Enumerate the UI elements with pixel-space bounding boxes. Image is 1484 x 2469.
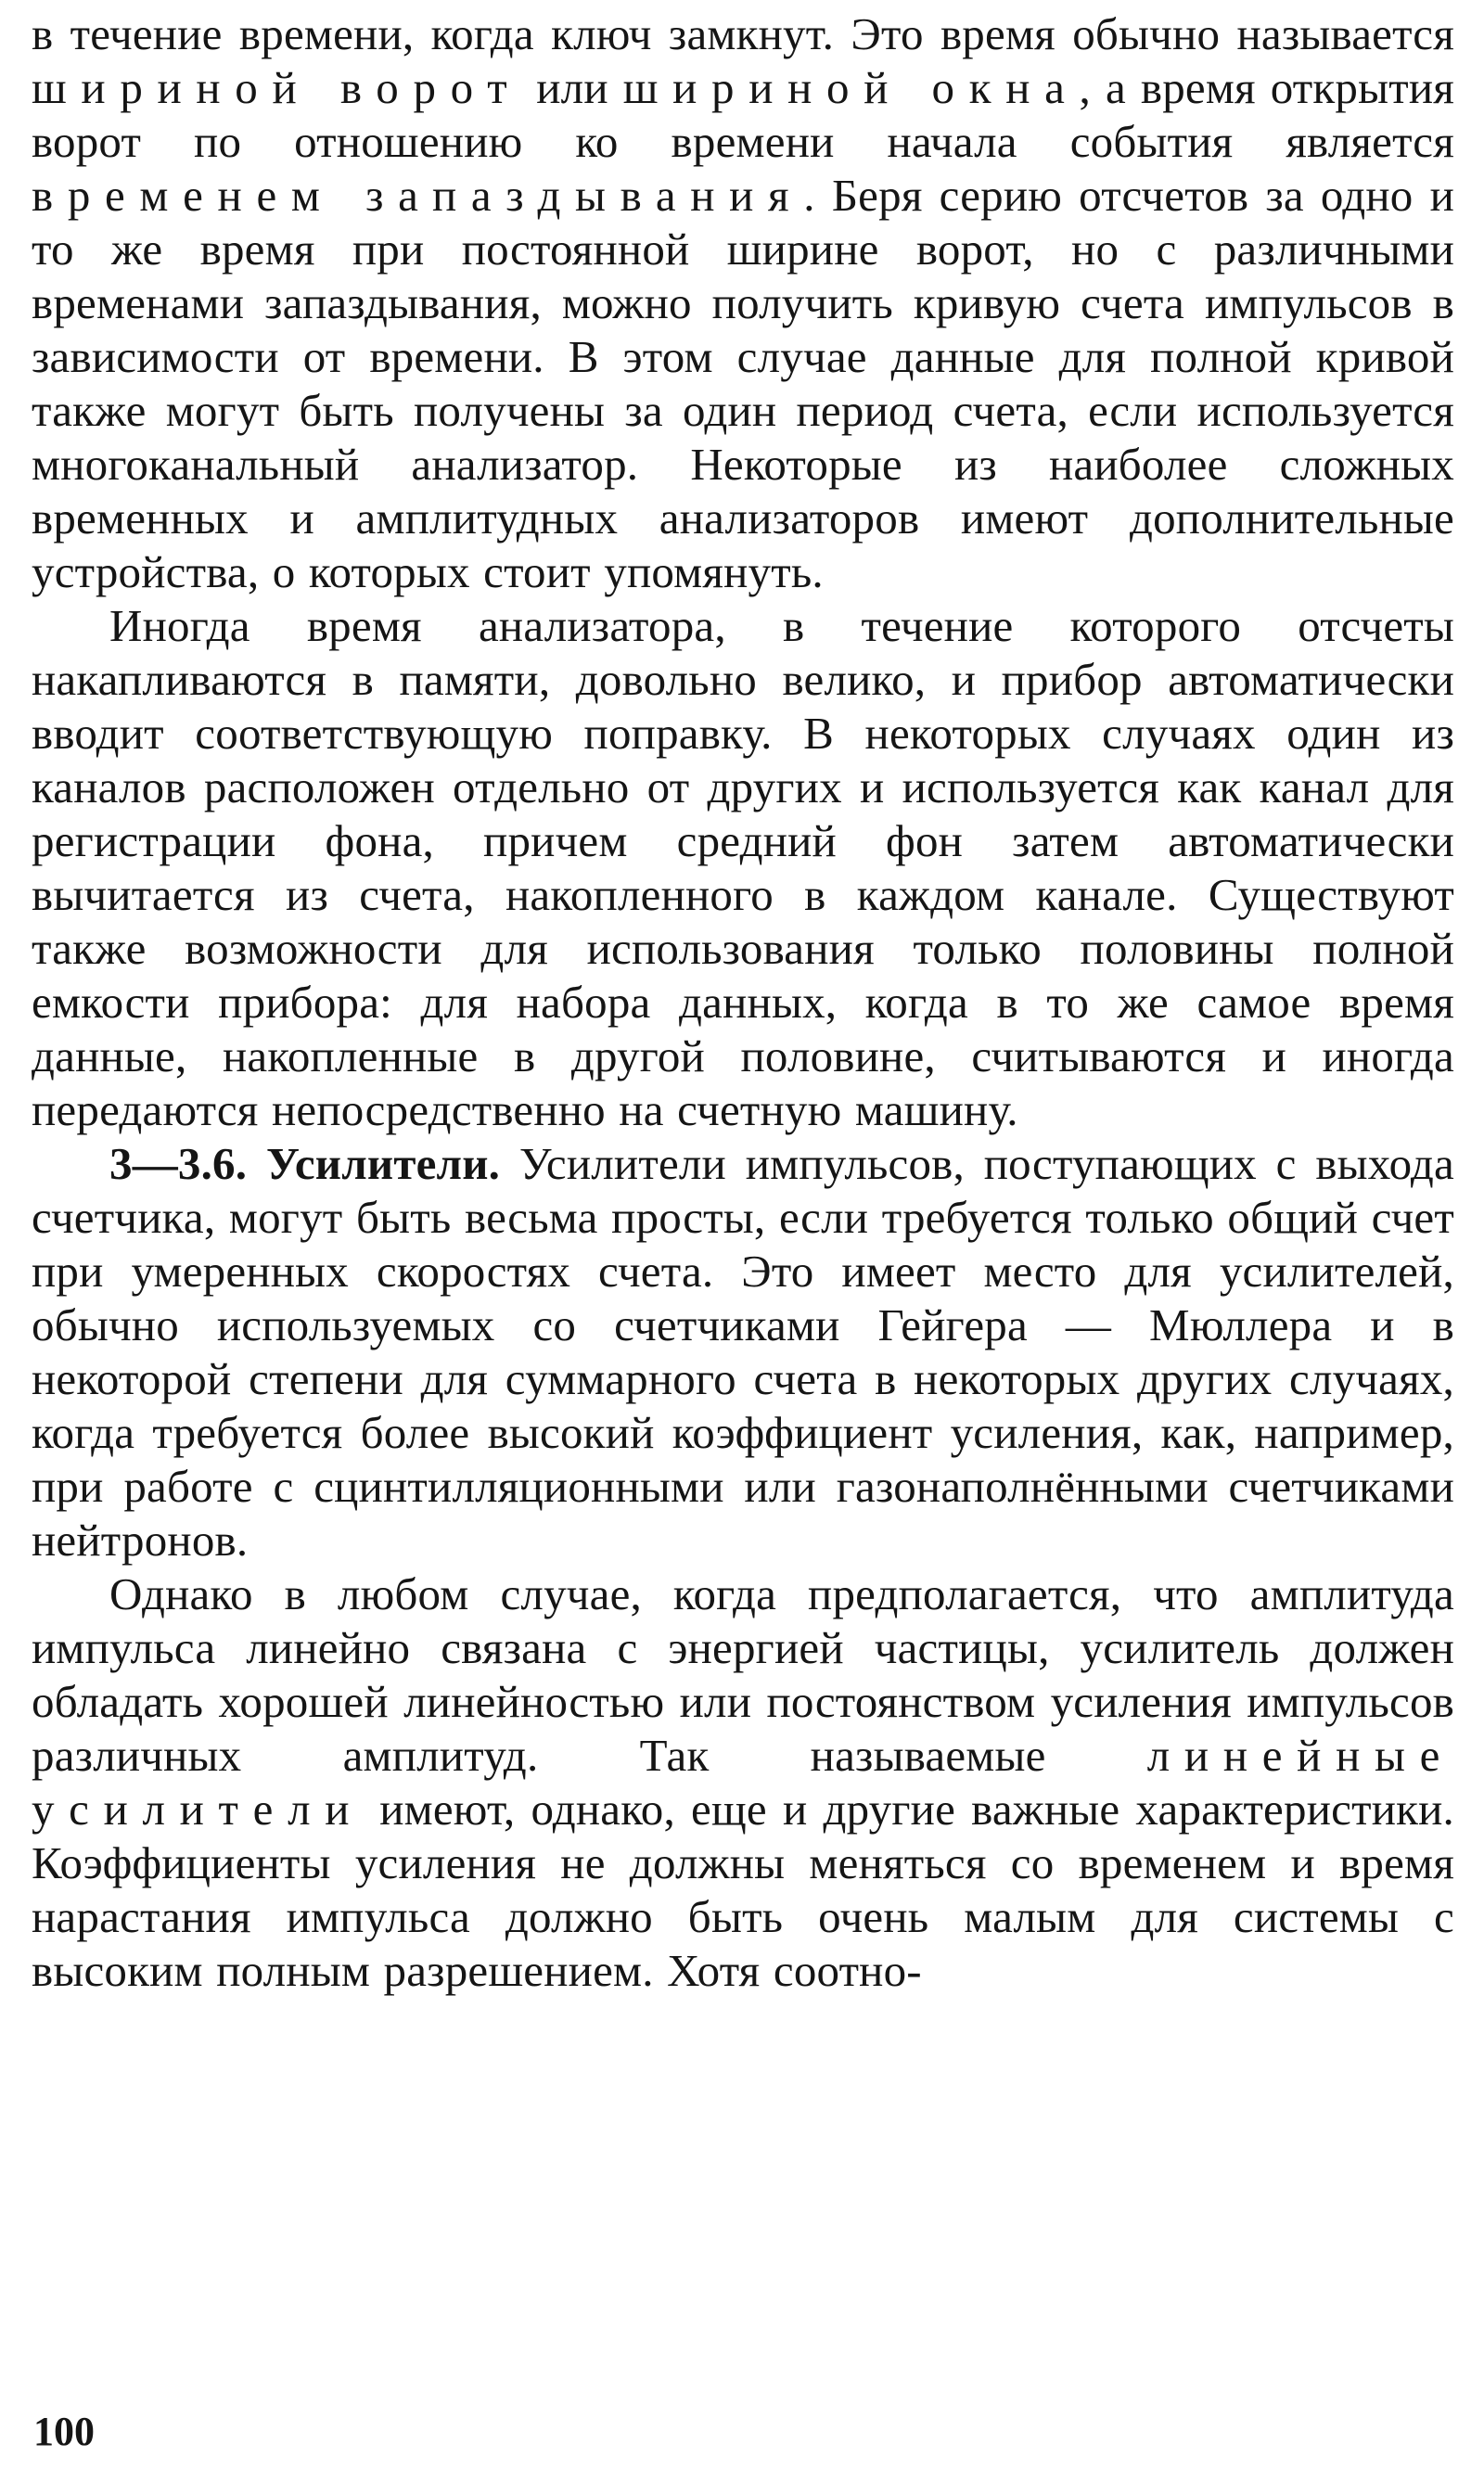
text-run: Усилители импульсов, поступающих с выхода счетчика, могут быть весьма просты, если требуется только общий счет при умеренных скоростях счета. Это имеет место для усилителей, обычно используемых со счетчиками Гейгера — Мюллера и в некоторой степени для суммарного счета в некоторых других случаях, когда требуется более высокий коэффициент усиления, как, например, при работе с сцинтилляционными или газонаполнёнными счетчиками нейтронов. (32, 1138, 1454, 1566)
paragraph (32, 1567, 1454, 1998)
text-run: или (521, 62, 623, 113)
spaced-term: временем запаздывания (32, 170, 804, 221)
page-body-text (32, 7, 1454, 1998)
text-run: Однако в любом случае, когда предполагается, что амплитуда импульса линейно связана с энергией частицы, усилитель должен обладать хорошей линейностью или постоянством усиления импульсов различных амплитуд. Так называемые (32, 1568, 1454, 1781)
paragraph (32, 599, 1454, 1137)
spaced-term: шириной ворот (32, 62, 522, 113)
text-run: имеют, однако, еще и другие важные характеристики. Коэффициенты усиления не должны меняться со временем и время нарастания импульса должно быть очень малым для системы с высоким полным разрешением. Хотя соотно- (32, 1784, 1454, 1996)
text-run: Иногда время анализатора, в течение которого отсчеты накапливаются в памяти, довольно велико, и прибор автоматически вводит соответствующую поправку. В некоторых случаях один из каналов расположен отдельно от других и используется как канал для регистрации фона, причем средний фон затем автоматически вычитается из счета, накопленного в каждом канале. Существуют также возможности для использования только половины полной емкости прибора: для набора данных, когда в то же самое время данные, накопленные в другой половине, считываются и иногда передаются непосредственно на счетную машину. (32, 600, 1454, 1135)
page-number: 100 (33, 2409, 95, 2454)
spaced-term: линейные усилители (32, 1730, 1454, 1835)
text-run: в течение времени, когда ключ замкнут. Это время обычно называется (32, 8, 1454, 59)
text-run: . Беря серию отсчетов за одно и то же время при постоянной ширине ворот, но с различными временами запаздывания, можно получить кривую счета импульсов в зависимости от времени. В этом случае данные для полной кривой также могут быть получены за один период счета, если используется многоканальный анализатор. Некоторые из наиболее сложных временных и амплитудных анализаторов имеют дополнительные устройства, о которых стоит упомянуть. (32, 170, 1454, 597)
section-heading: 3—3.6. Усилители. (109, 1138, 501, 1189)
text-run: , а время открытия ворот по отношению ко времени начала события является (32, 62, 1455, 167)
paragraph (32, 7, 1454, 599)
paragraph (32, 1137, 1454, 1567)
spaced-term: шириной окна (622, 62, 1080, 113)
